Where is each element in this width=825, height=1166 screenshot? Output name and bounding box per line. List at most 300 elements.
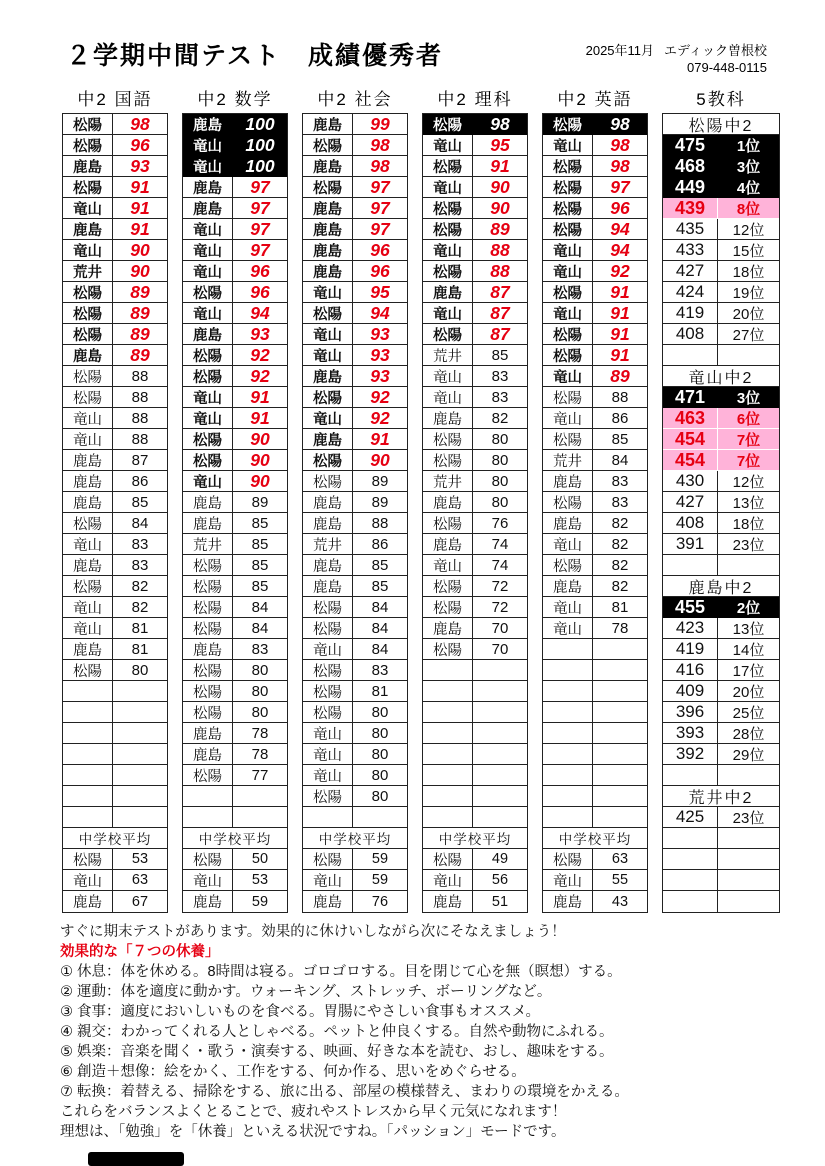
- rank-cell: 6位: [736, 410, 761, 428]
- score-row: [423, 387, 527, 408]
- score-cell: 98: [370, 155, 390, 176]
- school-name-cell: 竜山: [543, 534, 593, 554]
- footer-line: ③ 食事：適度においしいものを食べる。胃腸にやさしい食事もオススメ。: [60, 1004, 541, 1020]
- footer-line: 効果的な「７つの休養」: [60, 944, 220, 960]
- average-score-cell: 76: [371, 893, 389, 910]
- score-row: [543, 618, 647, 639]
- score-row: [303, 219, 407, 240]
- score-row: [543, 387, 647, 408]
- school-name-cell: 松陽: [63, 177, 113, 197]
- score-cell: 86: [371, 535, 389, 553]
- school-name-cell: 竜山: [303, 345, 353, 365]
- empty-cell: [113, 807, 167, 827]
- school-name-cell: 松陽: [303, 450, 353, 470]
- score-cell: 74: [491, 535, 509, 553]
- school-name-cell: 松陽: [183, 660, 233, 680]
- score-row: [543, 156, 647, 177]
- score-cell: 81: [611, 598, 629, 616]
- empty-cell: [543, 681, 593, 701]
- total-score-cell: 454: [663, 450, 718, 470]
- school-name-cell: 松陽: [303, 786, 353, 806]
- footer-line: ⑤ 娯楽：音楽を聞く・歌う・演奏する、映画、好きな本を読む、おし、趣味をする。: [60, 1044, 614, 1060]
- score-row: [543, 471, 647, 492]
- score-cell: 92: [610, 260, 630, 281]
- score-row: [183, 765, 287, 786]
- score-row: [183, 408, 287, 429]
- school-name-cell: 竜山: [303, 324, 353, 344]
- totals-column-header: 5教科: [696, 90, 746, 109]
- school-name-cell: 鹿島: [303, 429, 353, 449]
- school-name-cell: 松陽: [183, 429, 233, 449]
- score-row: [303, 681, 407, 702]
- total-score-cell: 463: [663, 408, 718, 428]
- school-name-cell: 竜山: [543, 135, 593, 155]
- empty-cell: [718, 765, 779, 785]
- score-cell: 97: [250, 239, 270, 260]
- school-name-cell: 荒井: [303, 534, 353, 554]
- score-row: [303, 786, 407, 807]
- score-row: [303, 114, 407, 135]
- school-name-cell: 鹿島: [303, 114, 353, 134]
- score-row: [63, 576, 167, 597]
- school-name-cell: 松陽: [63, 303, 113, 323]
- school-name-cell: 松陽: [183, 618, 233, 638]
- subject-column-header: 中2 理科: [437, 90, 513, 109]
- school-name-cell: 松陽: [63, 576, 113, 596]
- score-row: [303, 765, 407, 786]
- score-cell: 90: [490, 197, 510, 218]
- school-name-cell: 鹿島: [63, 492, 113, 512]
- score-cell: 80: [371, 724, 389, 742]
- score-cell: 77: [251, 766, 269, 784]
- score-cell: 91: [610, 281, 630, 302]
- score-cell: 82: [131, 577, 149, 595]
- score-cell: 92: [370, 407, 390, 428]
- score-row: [63, 261, 167, 282]
- average-score-cell: 53: [251, 872, 269, 888]
- score-cell: 80: [371, 703, 389, 721]
- score-row: [183, 261, 287, 282]
- total-score-cell: 475: [663, 135, 718, 155]
- school-name-cell: 竜山: [63, 534, 113, 554]
- score-cell: 92: [250, 344, 270, 365]
- empty-cell: [718, 345, 779, 365]
- total-score-row: [663, 723, 779, 744]
- total-score-row: [663, 198, 779, 219]
- school-name-cell: 鹿島: [423, 282, 473, 302]
- empty-row: [423, 660, 527, 681]
- score-cell: 87: [490, 302, 510, 323]
- score-row: [303, 135, 407, 156]
- score-row: [543, 114, 647, 135]
- score-row: [183, 114, 287, 135]
- score-cell: 95: [370, 281, 390, 302]
- score-cell: 72: [491, 577, 509, 595]
- score-cell: 96: [370, 239, 390, 260]
- empty-cell: [113, 744, 167, 764]
- score-row: [543, 261, 647, 282]
- rank-cell: 15位: [732, 242, 765, 260]
- rank-cell: 3位: [736, 158, 761, 176]
- score-cell: 90: [130, 239, 150, 260]
- school-name-cell: 鹿島: [63, 345, 113, 365]
- score-cell: 80: [491, 430, 509, 448]
- score-cell: 89: [610, 365, 630, 386]
- school-name-cell: 鹿島: [303, 891, 353, 912]
- score-cell: 98: [130, 113, 150, 134]
- score-cell: 91: [250, 386, 270, 407]
- empty-cell: [543, 786, 593, 806]
- total-score-cell: 423: [663, 618, 718, 638]
- empty-row: [543, 807, 647, 828]
- school-name-cell: 鹿島: [63, 555, 113, 575]
- score-cell: 80: [251, 682, 269, 700]
- score-row: [303, 492, 407, 513]
- school-name-cell: 竜山: [63, 618, 113, 638]
- school-name-cell: 竜山: [423, 177, 473, 197]
- score-row: [183, 324, 287, 345]
- score-row: [423, 450, 527, 471]
- footer-line: ④ 親交：わかってくれる人としゃべる。ペットと仲良くする。自然や動物にふれる。: [60, 1024, 614, 1040]
- school-name-cell: 鹿島: [183, 639, 233, 659]
- score-row: [63, 324, 167, 345]
- score-row: [543, 135, 647, 156]
- total-score-cell: 392: [663, 744, 718, 764]
- score-row: [183, 240, 287, 261]
- rank-cell: 18位: [732, 263, 765, 281]
- rank-cell: 28位: [732, 725, 765, 743]
- score-row: [63, 135, 167, 156]
- school-name-cell: 松陽: [63, 282, 113, 302]
- school-name-cell: 竜山: [183, 870, 233, 890]
- score-row: [183, 450, 287, 471]
- score-cell: 85: [491, 346, 509, 364]
- score-row: [303, 156, 407, 177]
- score-row: [423, 156, 527, 177]
- score-cell: 92: [250, 365, 270, 386]
- score-cell: 88: [611, 388, 629, 406]
- score-row: [543, 492, 647, 513]
- score-row: [303, 723, 407, 744]
- score-row: [543, 345, 647, 366]
- school-name-cell: 竜山: [543, 618, 593, 638]
- score-row: [303, 198, 407, 219]
- rank-cell: 29位: [732, 746, 765, 764]
- score-row: [423, 282, 527, 303]
- score-cell: 91: [130, 218, 150, 239]
- total-score-cell: 419: [663, 303, 718, 323]
- school-name-cell: 竜山: [303, 282, 353, 302]
- total-score-row: [663, 450, 779, 471]
- total-score-cell: 416: [663, 660, 718, 680]
- school-name-cell: 松陽: [183, 450, 233, 470]
- average-row: [183, 891, 287, 912]
- score-row: [543, 450, 647, 471]
- empty-cell: [473, 765, 527, 785]
- empty-cell: [63, 765, 113, 785]
- empty-row: [303, 807, 407, 828]
- page-title: ２学期中間テスト 成績優秀者: [66, 42, 444, 70]
- subject-column-header: 中2 数学: [197, 90, 273, 109]
- empty-row: [663, 828, 779, 849]
- score-row: [303, 555, 407, 576]
- school-name-cell: 松陽: [63, 366, 113, 386]
- total-score-row: [663, 240, 779, 261]
- score-cell: 91: [130, 176, 150, 197]
- score-row: [63, 471, 167, 492]
- empty-cell: [113, 786, 167, 806]
- score-row: [303, 471, 407, 492]
- score-cell: 80: [371, 787, 389, 805]
- score-row: [303, 408, 407, 429]
- score-cell: 70: [491, 619, 509, 637]
- score-cell: 84: [611, 451, 629, 469]
- score-cell: 89: [130, 323, 150, 344]
- total-score-row: [663, 219, 779, 240]
- score-row: [63, 240, 167, 261]
- score-row: [303, 744, 407, 765]
- score-cell: 90: [250, 449, 270, 470]
- school-name-cell: 松陽: [423, 513, 473, 533]
- total-score-row: [663, 408, 779, 429]
- empty-cell: [423, 702, 473, 722]
- score-row: [423, 576, 527, 597]
- score-cell: 74: [491, 556, 509, 574]
- score-cell: 92: [370, 386, 390, 407]
- school-name-cell: 松陽: [423, 261, 473, 281]
- school-name-cell: 鹿島: [63, 219, 113, 239]
- score-cell: 91: [250, 407, 270, 428]
- school-name-cell: 竜山: [303, 765, 353, 785]
- school-name-cell: 松陽: [303, 177, 353, 197]
- empty-row: [423, 723, 527, 744]
- empty-cell: [663, 765, 718, 785]
- subject-table: [62, 113, 168, 913]
- score-row: [543, 555, 647, 576]
- school-name-cell: 松陽: [303, 597, 353, 617]
- school-name-cell: 竜山: [63, 408, 113, 428]
- score-cell: 83: [131, 556, 149, 574]
- empty-row: [63, 807, 167, 828]
- school-name-cell: 鹿島: [423, 492, 473, 512]
- score-cell: 90: [490, 176, 510, 197]
- score-cell: 93: [370, 344, 390, 365]
- empty-cell: [353, 807, 407, 827]
- score-cell: 91: [370, 428, 390, 449]
- average-score-cell: 59: [371, 872, 389, 888]
- total-score-cell: 427: [663, 492, 718, 512]
- rank-cell: 2位: [736, 599, 761, 617]
- school-name-cell: 竜山: [423, 240, 473, 260]
- school-name-cell: 松陽: [63, 114, 113, 134]
- score-row: [423, 345, 527, 366]
- total-score-cell: 433: [663, 240, 718, 260]
- score-cell: 97: [250, 197, 270, 218]
- school-name-cell: 荒井: [423, 471, 473, 491]
- total-score-row: [663, 261, 779, 282]
- rank-cell: 19位: [732, 284, 765, 302]
- score-cell: 82: [611, 514, 629, 532]
- score-row: [183, 492, 287, 513]
- empty-cell: [473, 723, 527, 743]
- school-name-cell: 竜山: [543, 597, 593, 617]
- score-cell: 85: [371, 556, 389, 574]
- score-cell: 86: [611, 409, 629, 427]
- rank-cell: 7位: [736, 431, 761, 449]
- phone-number: 079-448-0115: [687, 60, 767, 75]
- score-row: [303, 534, 407, 555]
- school-name-cell: 松陽: [543, 219, 593, 239]
- empty-cell: [63, 723, 113, 743]
- score-row: [423, 429, 527, 450]
- total-score-row: [663, 702, 779, 723]
- school-name-cell: 鹿島: [423, 534, 473, 554]
- score-row: [183, 198, 287, 219]
- empty-row: [183, 786, 287, 807]
- school-name-cell: 鹿島: [423, 408, 473, 428]
- total-score-cell: 439: [663, 198, 718, 218]
- school-name-cell: 竜山: [543, 261, 593, 281]
- score-row: [543, 303, 647, 324]
- total-score-row: [663, 807, 779, 828]
- school-name-cell: 松陽: [183, 681, 233, 701]
- empty-row: [183, 807, 287, 828]
- score-row: [63, 513, 167, 534]
- school-name-cell: 竜山: [63, 870, 113, 890]
- school-name-cell: 松陽: [183, 282, 233, 302]
- school-name-cell: 鹿島: [303, 156, 353, 176]
- empty-cell: [63, 744, 113, 764]
- score-row: [183, 639, 287, 660]
- total-score-row: [663, 177, 779, 198]
- total-score-cell: 427: [663, 261, 718, 281]
- score-row: [63, 219, 167, 240]
- school-name-cell: 鹿島: [543, 891, 593, 912]
- empty-row: [423, 807, 527, 828]
- score-row: [183, 723, 287, 744]
- school-name-cell: 鹿島: [63, 891, 113, 912]
- empty-cell: [718, 849, 779, 869]
- score-row: [183, 345, 287, 366]
- score-cell: 70: [491, 640, 509, 658]
- school-name-cell: 松陽: [303, 135, 353, 155]
- score-cell: 89: [130, 302, 150, 323]
- total-score-row: [663, 660, 779, 681]
- school-name-cell: 松陽: [423, 156, 473, 176]
- average-row: [423, 891, 527, 912]
- score-cell: 84: [371, 619, 389, 637]
- average-row: [63, 849, 167, 870]
- empty-row: [543, 660, 647, 681]
- subject-table: [422, 113, 528, 913]
- score-cell: 81: [371, 682, 389, 700]
- score-row: [423, 513, 527, 534]
- separator-row: [663, 555, 779, 576]
- score-cell: 82: [131, 598, 149, 616]
- total-score-row: [663, 513, 779, 534]
- rank-cell: 13位: [732, 620, 765, 638]
- school-name-cell: 松陽: [183, 366, 233, 386]
- rank-cell: 25位: [732, 704, 765, 722]
- score-row: [303, 513, 407, 534]
- empty-cell: [233, 786, 287, 806]
- footer-line: すぐに期末テストがあります。効果的に休けいしながら次にそなえましょう！: [60, 924, 566, 940]
- school-name-cell: 鹿島: [303, 513, 353, 533]
- score-cell: 88: [131, 409, 149, 427]
- score-row: [63, 177, 167, 198]
- empty-cell: [233, 807, 287, 827]
- school-name-cell: 荒井: [543, 450, 593, 470]
- score-cell: 98: [610, 155, 630, 176]
- school-name-cell: 竜山: [423, 555, 473, 575]
- average-row: [543, 891, 647, 912]
- school-section-header: 荒井中2: [663, 786, 779, 807]
- empty-cell: [543, 723, 593, 743]
- school-name-cell: 松陽: [303, 303, 353, 323]
- total-score-row: [663, 534, 779, 555]
- school-name-cell: 松陽: [303, 387, 353, 407]
- school-name-cell: 竜山: [423, 135, 473, 155]
- average-section-header: 中学校平均: [423, 828, 527, 849]
- school-name-cell: 鹿島: [303, 492, 353, 512]
- total-score-row: [663, 282, 779, 303]
- school-name-cell: 松陽: [543, 555, 593, 575]
- score-row: [303, 282, 407, 303]
- average-score-cell: 50: [251, 851, 269, 867]
- school-name-cell: 松陽: [543, 282, 593, 302]
- score-row: [423, 492, 527, 513]
- school-name-cell: 竜山: [543, 870, 593, 890]
- empty-cell: [543, 639, 593, 659]
- score-row: [183, 282, 287, 303]
- score-cell: 90: [250, 428, 270, 449]
- score-cell: 96: [250, 281, 270, 302]
- score-cell: 80: [251, 703, 269, 721]
- empty-cell: [593, 723, 647, 743]
- empty-row: [663, 891, 779, 912]
- school-name-cell: 竜山: [303, 870, 353, 890]
- school-name-cell: 松陽: [303, 681, 353, 701]
- school-name-cell: 松陽: [543, 324, 593, 344]
- school-name-cell: 竜山: [183, 387, 233, 407]
- score-row: [543, 282, 647, 303]
- score-cell: 91: [490, 155, 510, 176]
- score-cell: 84: [131, 514, 149, 532]
- average-row: [303, 849, 407, 870]
- score-cell: 93: [370, 365, 390, 386]
- score-cell: 96: [370, 260, 390, 281]
- empty-cell: [63, 681, 113, 701]
- score-cell: 84: [251, 598, 269, 616]
- empty-cell: [113, 765, 167, 785]
- school-name-cell: 松陽: [423, 198, 473, 218]
- score-row: [183, 618, 287, 639]
- empty-row: [423, 702, 527, 723]
- score-row: [303, 597, 407, 618]
- empty-cell: [63, 807, 113, 827]
- score-row: [303, 429, 407, 450]
- score-row: [543, 576, 647, 597]
- score-cell: 85: [251, 535, 269, 553]
- total-score-cell: 449: [663, 177, 718, 197]
- score-row: [303, 261, 407, 282]
- score-cell: 98: [610, 113, 630, 134]
- score-cell: 83: [251, 640, 269, 658]
- subject-table: [542, 113, 648, 913]
- empty-cell: [718, 828, 779, 848]
- school-name-cell: 竜山: [63, 198, 113, 218]
- school-name-cell: 竜山: [63, 240, 113, 260]
